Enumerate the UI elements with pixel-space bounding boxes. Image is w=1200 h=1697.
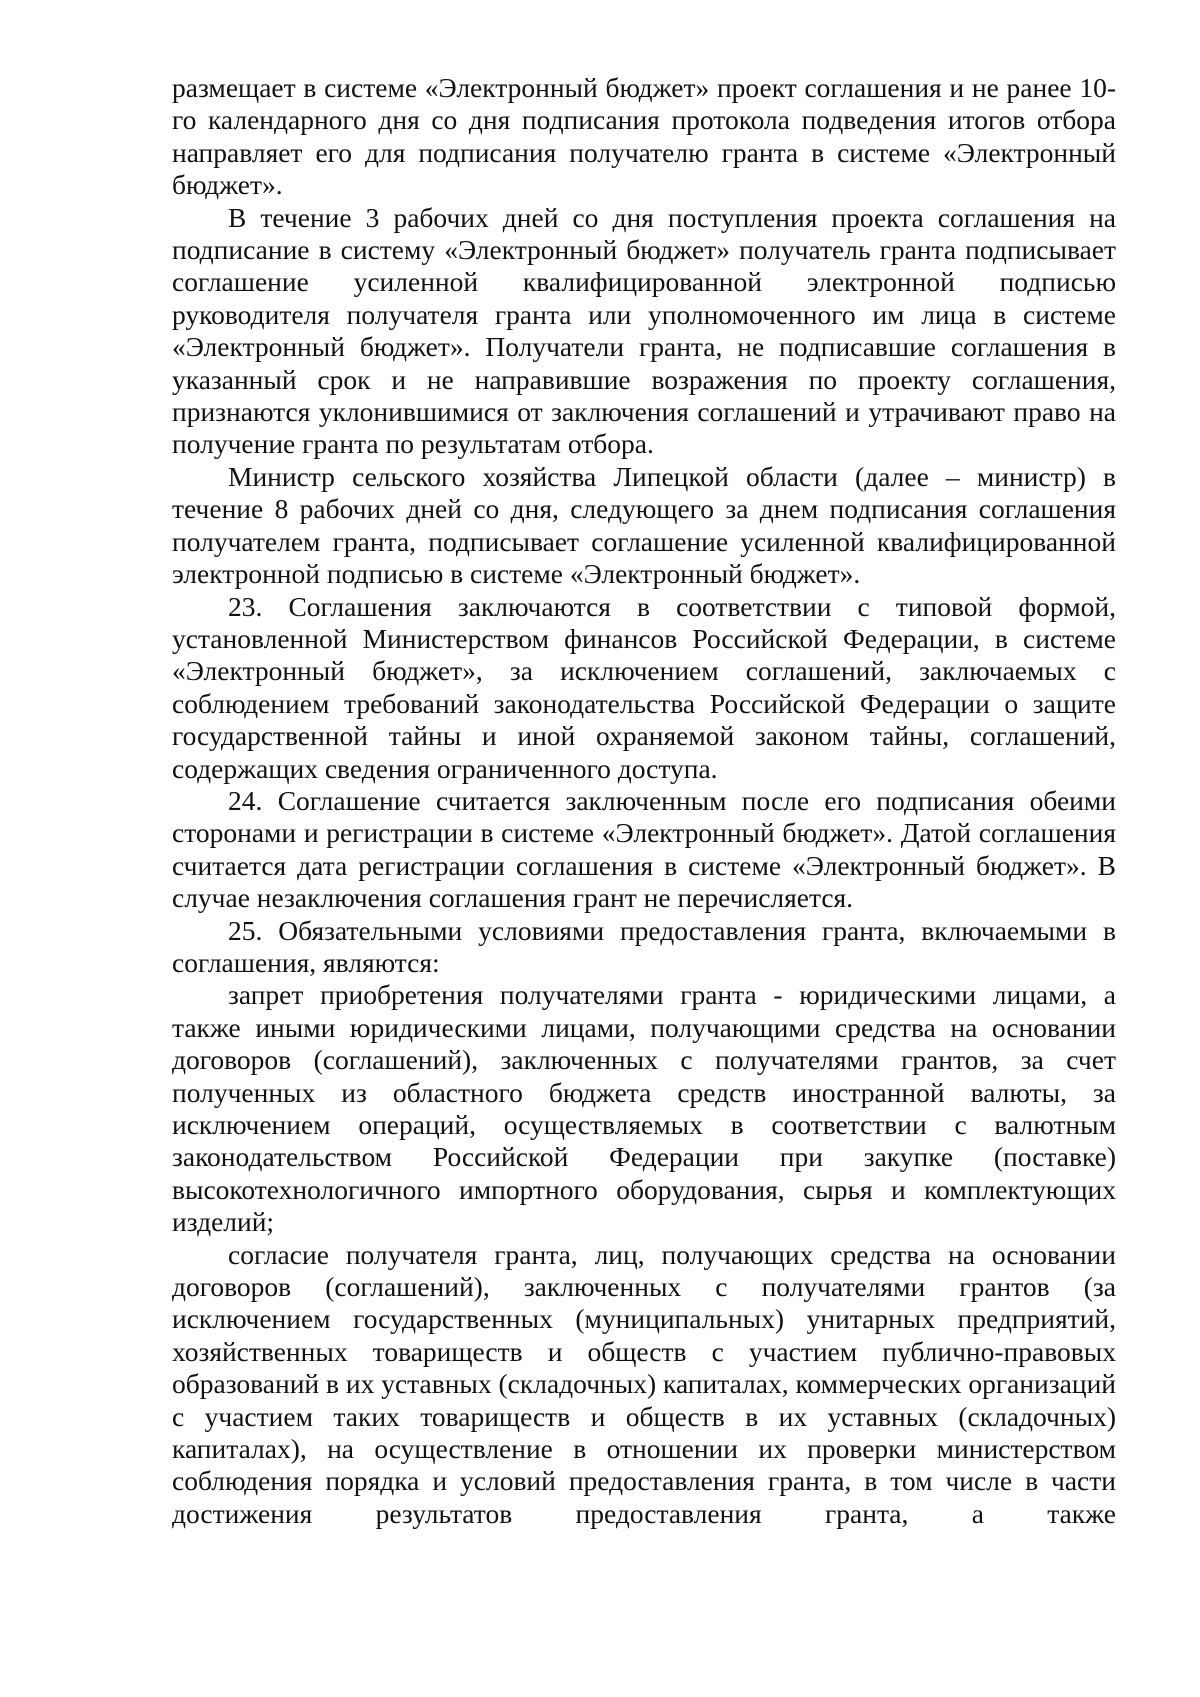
paragraph-inspection-consent: согласие получателя гранта, лиц, получающих средства на основании договоров (соглашений), заключенных с получателями грантов (за исключением государственных (муниципальных) унитарных предприятий, хозяйственных товариществ и обществ с участием публично-правовых образований в их уставных (складочных) капиталах, коммерческих организаций с участием таких товариществ и обществ в их уставных (складочных) капиталах), на осуществление в отношении их проверки министерством соблюдения порядка и условий предоставления гранта, в том числе в части достижения результатов предоставления гранта, а также bbox=[172, 1238, 1116, 1529]
paragraph-minister-signing: Министр сельского хозяйства Липецкой области (далее – министр) в течение 8 рабочих дней со дня, следующего за днем подписания соглашения получателем гранта, подписывает соглашение усиленной квалифицированной электронной подписью в системе «Электронный бюджет». bbox=[172, 460, 1116, 590]
paragraph-clause-25: 25. Обязательными условиями предоставления гранта, включаемыми в соглашения, являются: bbox=[172, 914, 1116, 978]
paragraph-signing-term: В течение 3 рабочих дней со дня поступления проекта соглашения на подписание в систему «Электронный бюджет» получатель гранта подписывает соглашение усиленной квалифицированной электронной подписью руководителя получателя гранта или уполномоченного им лица в системе «Электронный бюджет». Получатели гранта, не подписавшие соглашения в указанный срок и не направившие возражения по проекту соглашения, признаются уклонившимися от заключения соглашений и утрачивают право на получение гранта по результатам отбора. bbox=[172, 201, 1116, 460]
paragraph-clause-23: 23. Соглашения заключаются в соответствии с типовой формой, установленной Министерством финансов Российской Федерации, в системе «Электронный бюджет», за исключением соглашений, заключаемых с соблюдением требований законодательства Российской Федерации о защите государственной тайны и иной охраняемой законом тайны, соглашений, содержащих сведения ограниченного доступа. bbox=[172, 590, 1116, 784]
paragraph-continuation: размещает в системе «Электронный бюджет» проект соглашения и не ранее 10-го календарного дня со дня подписания протокола подведения итогов отбора направляет его для подписания получателю гранта в системе «Электронный бюджет». bbox=[172, 72, 1116, 201]
paragraph-clause-24: 24. Соглашение считается заключенным после его подписания обеими сторонами и регистрации в системе «Электронный бюджет». Датой соглашения считается дата регистрации соглашения в системе «Электронный бюджет». В случае незаключения соглашения грант не перечисляется. bbox=[172, 784, 1116, 914]
paragraph-currency-prohibition: запрет приобретения получателями гранта - юридическими лицами, а также иными юридическими лицами, получающими средства на основании договоров (соглашений), заключенных с получателями грантов, за счет полученных из областного бюджета средств иностранной валюты, за исключением операций, осуществляемых в соответствии с валютным законодательством Российской Федерации при закупке (поставке) высокотехнологичного импортного оборудования, сырья и комплектующих изделий; bbox=[172, 979, 1116, 1238]
